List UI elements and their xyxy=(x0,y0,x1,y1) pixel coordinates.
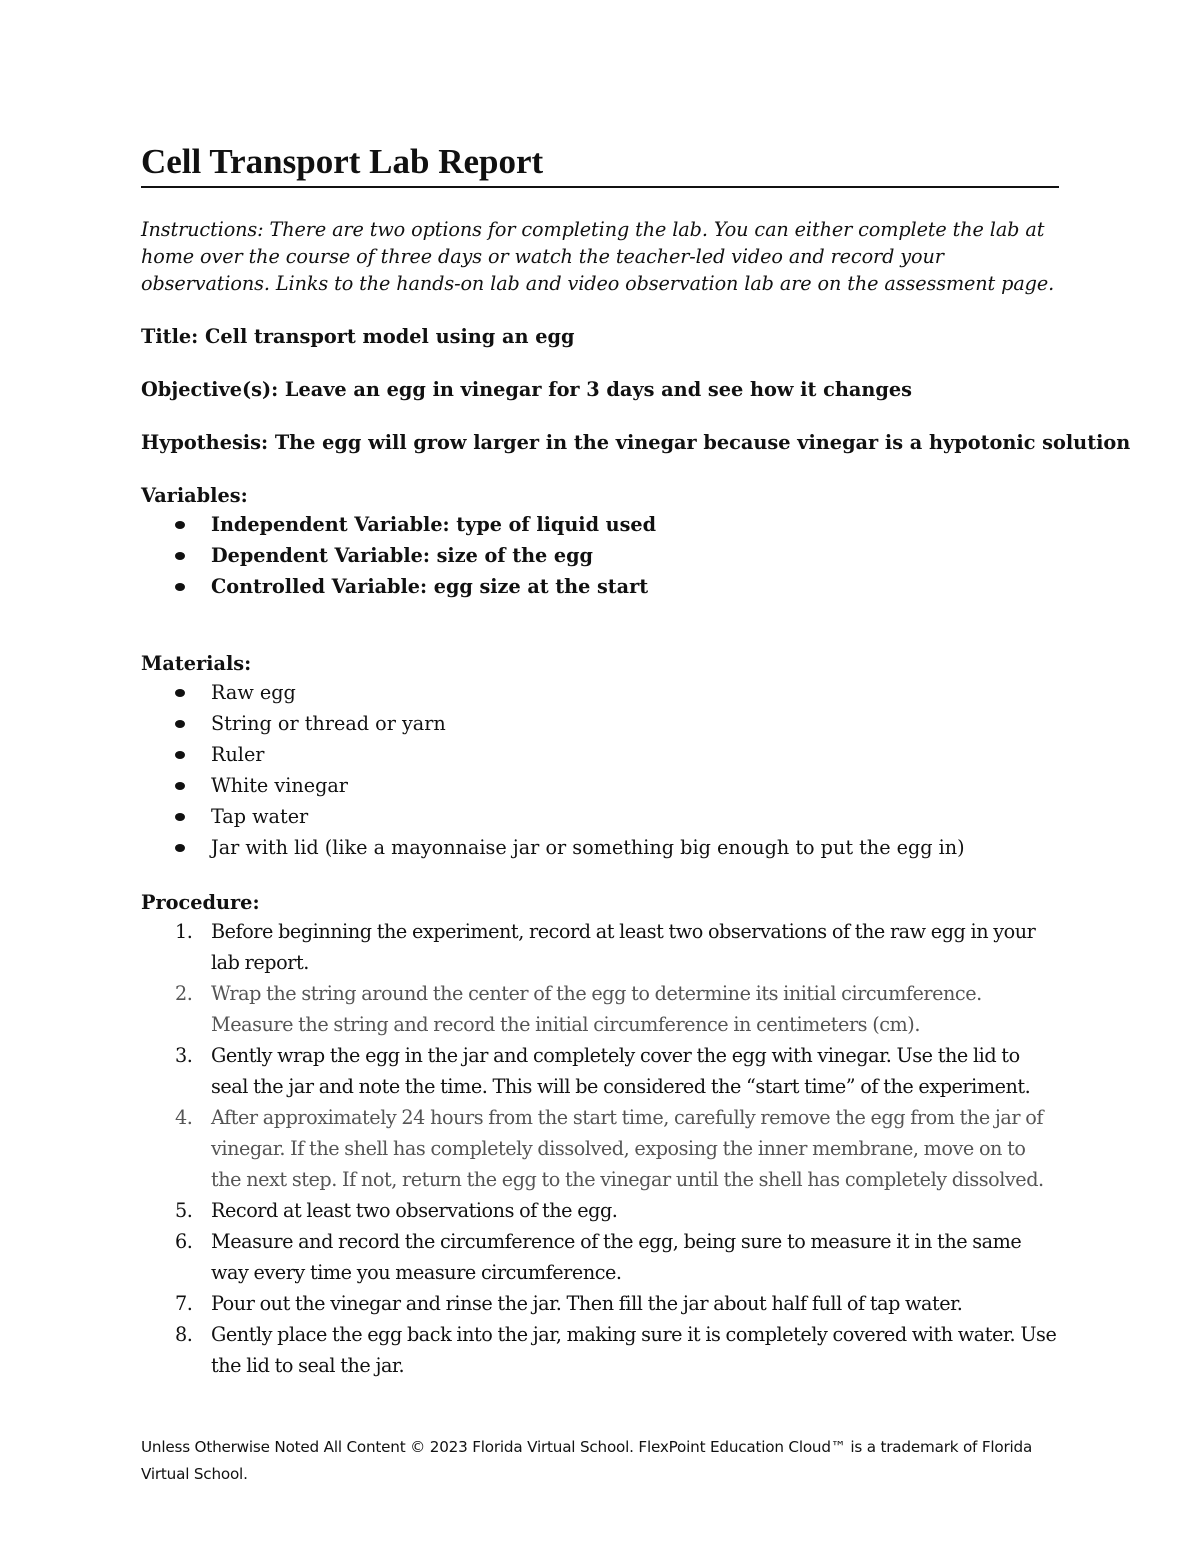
bullet-icon xyxy=(175,689,185,697)
list-item xyxy=(141,708,1059,739)
material-text: White vinegar xyxy=(211,774,348,797)
procedure-step xyxy=(141,1195,1059,1226)
title-field: Title: Cell transport model using an egg xyxy=(141,325,575,348)
variable-text: Dependent Variable: size of the egg xyxy=(211,544,593,567)
page-title: Cell Transport Lab Report xyxy=(141,140,1059,188)
step-text: Pour out the vinegar and rinse the jar. Then fill the jar about half full of tap water. xyxy=(211,1292,963,1315)
procedure-step xyxy=(141,916,1059,978)
bullet-icon xyxy=(175,782,185,790)
material-text: Jar with lid (like a mayonnaise jar or something big enough to put the egg in) xyxy=(211,836,965,859)
hypothesis-field: Hypothesis: The egg will grow larger in the vinegar because vinegar is a hypotonic solution xyxy=(141,431,1131,454)
list-item xyxy=(141,770,1059,801)
material-text: Raw egg xyxy=(211,681,296,704)
step-text: Before beginning the experiment, record at least two observations of the raw egg in your lab report. xyxy=(211,920,1036,974)
copyright-footer: Unless Otherwise Noted All Content © 2023 Florida Virtual School. FlexPoint Education Cloud™ is a trademark of Florida Virtual School. xyxy=(141,1438,1033,1483)
step-text: Gently place the egg back into the jar, making sure it is completely covered with water. Use the lid to seal the jar. xyxy=(211,1323,1057,1377)
procedure-heading: Procedure: xyxy=(141,891,260,914)
variable-text: Controlled Variable: egg size at the start xyxy=(211,575,649,598)
bullet-icon xyxy=(175,844,185,852)
material-text: String or thread or yarn xyxy=(211,712,446,735)
step-number: 3. xyxy=(175,1044,193,1067)
step-number: 4. xyxy=(175,1106,193,1129)
step-text: Gently wrap the egg in the jar and completely cover the egg with vinegar. Use the lid to seal the jar and note the time. This will be considered the “start time” of the experiment. xyxy=(211,1044,1031,1098)
instructions-text: Instructions: There are two options for completing the lab. You can either complete the lab at home over the course of three days or watch the teacher-led video and record your observations. Links to the hands-on lab and video observation lab are on the assessment page. xyxy=(141,218,1055,295)
step-number: 5. xyxy=(175,1199,193,1222)
list-item xyxy=(141,677,1059,708)
step-number: 7. xyxy=(175,1292,193,1315)
procedure-step xyxy=(141,978,1059,1040)
bullet-icon xyxy=(175,583,185,591)
step-number: 1. xyxy=(175,920,193,943)
step-text: Wrap the string around the center of the egg to determine its initial circumference. Measure the string and record the initial circumference in centimeters (cm). xyxy=(211,982,982,1036)
materials-list xyxy=(141,677,1059,863)
step-text: Record at least two observations of the egg. xyxy=(211,1199,618,1222)
material-text: Ruler xyxy=(211,743,265,766)
procedure-step xyxy=(141,1226,1059,1288)
variables-heading: Variables: xyxy=(141,484,248,507)
step-text: Measure and record the circumference of the egg, being sure to measure it in the same way every time you measure circumference. xyxy=(211,1230,1022,1284)
objective-field: Objective(s): Leave an egg in vinegar for 3 days and see how it changes xyxy=(141,378,912,401)
variables-list xyxy=(141,509,1059,602)
list-item xyxy=(141,509,1059,540)
variable-text: Independent Variable: type of liquid used xyxy=(211,513,657,536)
step-number: 6. xyxy=(175,1230,193,1253)
materials-heading: Materials: xyxy=(141,652,252,675)
bullet-icon xyxy=(175,552,185,560)
bullet-icon xyxy=(175,720,185,728)
list-item xyxy=(141,739,1059,770)
list-item xyxy=(141,801,1059,832)
procedure-step xyxy=(141,1319,1059,1381)
material-text: Tap water xyxy=(211,805,309,828)
list-item xyxy=(141,832,1059,863)
procedure-step xyxy=(141,1040,1059,1102)
bullet-icon xyxy=(175,813,185,821)
bullet-icon xyxy=(175,521,185,529)
procedure-step xyxy=(141,1288,1059,1319)
list-item xyxy=(141,540,1059,571)
procedure-list xyxy=(141,916,1059,1381)
procedure-step xyxy=(141,1102,1059,1195)
document-page xyxy=(141,140,1131,1381)
step-text: After approximately 24 hours from the start time, carefully remove the egg from the jar of vinegar. If the shell has completely dissolved, exposing the inner membrane, move on to the next step. If not, return the egg to the vinegar until the shell has completely dissolved. xyxy=(211,1106,1044,1191)
list-item xyxy=(141,571,1059,602)
step-number: 8. xyxy=(175,1323,193,1346)
bullet-icon xyxy=(175,751,185,759)
step-number: 2. xyxy=(175,982,193,1005)
